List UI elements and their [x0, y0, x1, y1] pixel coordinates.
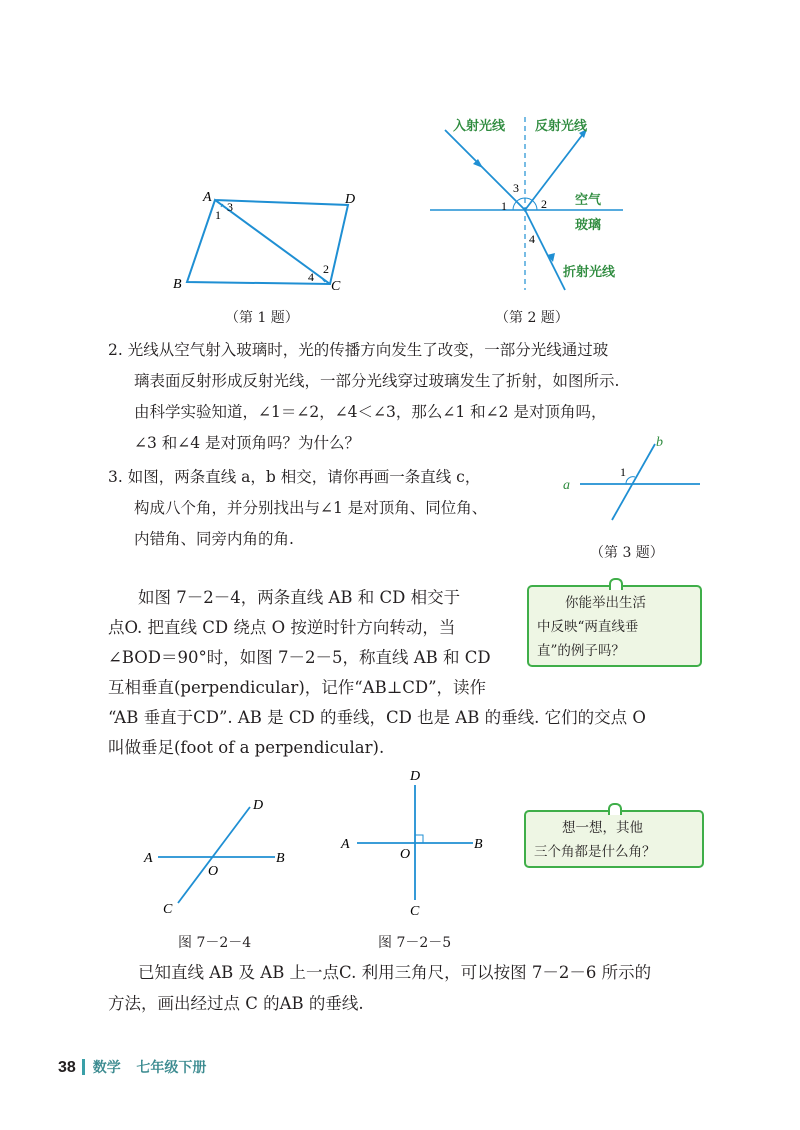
- point-c: C: [163, 902, 173, 917]
- incident-ray: [445, 130, 525, 210]
- question-3: [108, 462, 487, 555]
- point-b: B: [173, 277, 182, 292]
- glass-label: 玻璃: [575, 217, 602, 232]
- q2-line: 璃表面反射形成反射光线，一部分光线穿过玻璃发生了折射，如图所示.: [134, 372, 620, 390]
- point-c: C: [331, 279, 341, 294]
- note-line: 想一想，其他: [562, 820, 643, 836]
- angle-1: 1: [215, 208, 221, 222]
- point-a: A: [203, 190, 212, 205]
- point-d: D: [253, 798, 264, 813]
- q3-line: 内错角、同旁内角的角.: [134, 530, 294, 548]
- book-title: 七年级下册: [136, 1059, 207, 1075]
- angle-2: 2: [323, 262, 329, 276]
- line-b: [612, 444, 655, 520]
- point-o: O: [400, 847, 411, 862]
- angle-3: 3: [227, 200, 233, 214]
- angle-1: 1: [501, 199, 507, 213]
- main-line: 点O. 把直线 CD 绕点 O 按逆时针方向转动，当: [108, 618, 456, 637]
- angle-4: 4: [529, 232, 535, 246]
- point-b: B: [474, 837, 483, 852]
- label-a: a: [563, 478, 570, 493]
- note-line: 直”的例子吗？: [537, 643, 625, 659]
- point-b: B: [276, 851, 285, 866]
- air-label: 空气: [575, 192, 602, 207]
- point-c: C: [410, 904, 420, 919]
- page-footer: [58, 1057, 206, 1077]
- q3-line: 构成八个角，并分别找出与∠1 是对顶角、同位角、: [134, 499, 488, 517]
- main-line: “AB 垂直于CD”. AB 是 CD 的垂线，CD 也是 AB 的垂线. 它们的交点 O: [108, 708, 646, 727]
- note-line: 你能举出生活: [565, 595, 646, 611]
- divider: [82, 1059, 85, 1075]
- q2-line: 2. 光线从空气射入玻璃时，光的传播方向发生了改变，一部分光线通过玻: [108, 341, 609, 359]
- main-line: 如图 7－2－4，两条直线 AB 和 CD 相交于: [138, 588, 461, 607]
- figure-7-2-5: [335, 765, 495, 920]
- pin-icon: [609, 578, 623, 590]
- last-paragraph: [108, 957, 651, 1019]
- main-line: 互相垂直(perpendicular)，记作“AB⊥CD”，读作: [108, 678, 487, 697]
- angle-1: 1: [620, 465, 626, 479]
- note-line: 三个角都是什么角？: [534, 844, 656, 860]
- q2-line: ∠3 和∠4 是对顶角吗？为什么？: [134, 434, 361, 452]
- page-number: 38: [58, 1059, 76, 1076]
- point-d: D: [410, 769, 421, 784]
- label-b: b: [656, 435, 663, 450]
- figure-1-caption: （第 1 题）: [225, 310, 299, 326]
- figure-2: [425, 112, 635, 292]
- note-perpendicular-examples: [527, 585, 702, 667]
- main-line: 叫做垂足(foot of a perpendicular).: [108, 738, 385, 757]
- point-a: A: [341, 837, 350, 852]
- angle-2: 2: [541, 197, 547, 211]
- figure-7-2-4: [140, 795, 300, 920]
- note-other-angles: [524, 810, 704, 868]
- q3-line: 3. 如图，两条直线 a，b 相交，请你再画一条直线 c，: [108, 468, 481, 486]
- figure-7-2-5-caption: 图 7－2－5: [378, 935, 452, 951]
- figure-3: [555, 434, 705, 524]
- figure-7-2-4-caption: 图 7－2－4: [178, 935, 252, 951]
- figure-2-caption: （第 2 题）: [495, 310, 569, 326]
- angle-3: 3: [513, 181, 519, 195]
- incident-label: 入射光线: [453, 118, 506, 133]
- last-line: 方法，画出经过点 C 的AB 的垂线.: [108, 994, 364, 1013]
- figure-1: [165, 185, 365, 295]
- refracted-ray: [525, 210, 565, 290]
- refracted-label: 折射光线: [563, 264, 616, 279]
- main-line: ∠BOD＝90°时，如图 7－2－5，称直线 AB 和 CD: [108, 648, 491, 667]
- pin-icon: [608, 803, 622, 815]
- line-cd: [178, 807, 250, 903]
- reflected-label: 反射光线: [535, 118, 588, 133]
- point-a: A: [144, 851, 153, 866]
- point-o: O: [208, 864, 219, 879]
- subject: 数学: [92, 1059, 121, 1075]
- note-line: 中反映“两直线垂: [537, 619, 639, 635]
- q2-line: 由科学实验知道，∠1＝∠2，∠4＜∠3，那么∠1 和∠2 是对顶角吗，: [134, 403, 607, 421]
- point-d: D: [345, 192, 356, 207]
- angle-4: 4: [308, 270, 314, 284]
- figure-3-caption: （第 3 题）: [590, 545, 664, 561]
- question-2: [108, 335, 619, 459]
- last-line: 已知直线 AB 及 AB 上一点C. 利用三角尺，可以按图 7－2－6 所示的: [138, 963, 652, 982]
